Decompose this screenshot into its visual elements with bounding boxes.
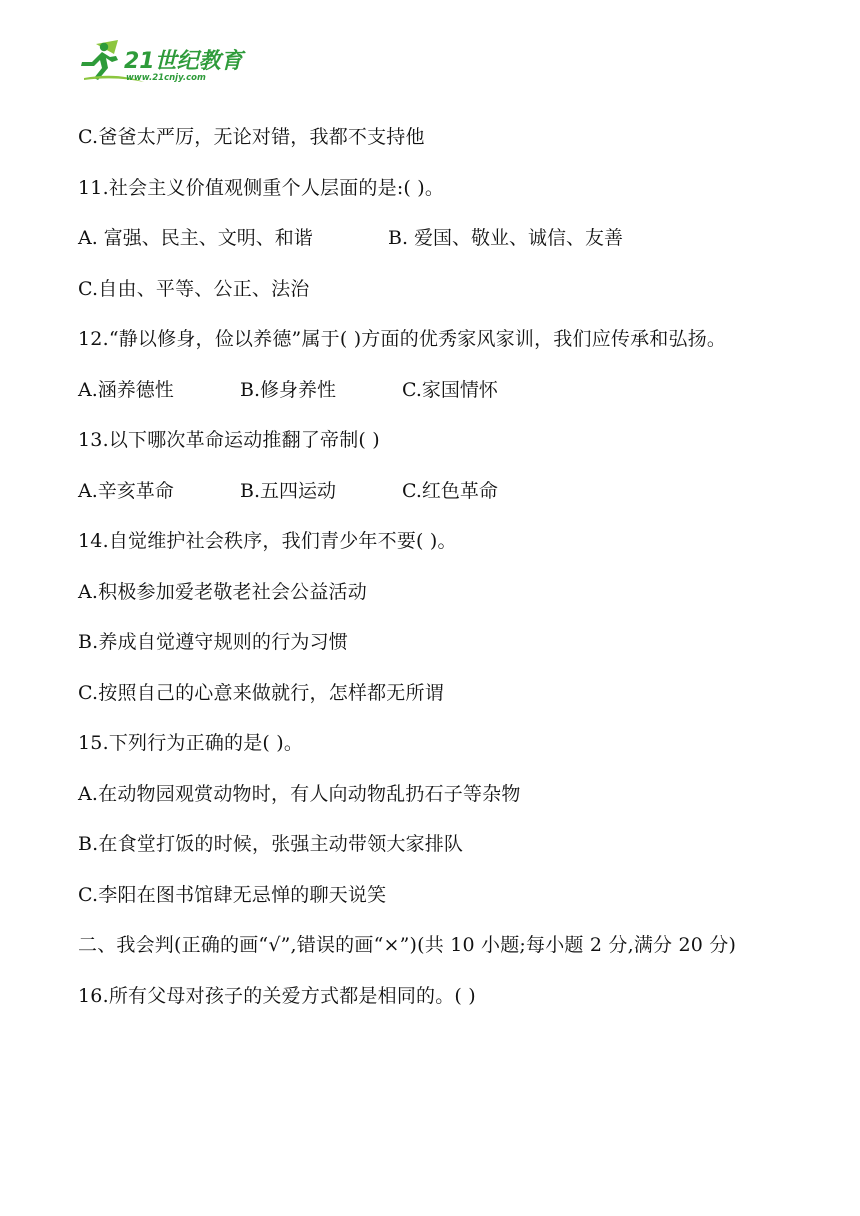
q11-option-c: C.自由、平等、公正、法治 (78, 277, 310, 300)
q14-stem: 14.自觉维护社会秩序，我们青少年不要( )。 (78, 530, 457, 552)
q16-stem: 16.所有父母对孩子的关爱方式都是相同的。( ) (78, 984, 476, 1007)
exam-content (78, 112, 793, 1021)
q13-option-a: A.辛亥革命 (78, 479, 174, 502)
q10-option-c: C.爸爸太严厉，无论对错，我都不支持他 (78, 126, 425, 148)
q11-options-row (78, 213, 793, 264)
logo-subtext: www.21cnjy.com (126, 73, 206, 83)
q12-option-a: A.涵养德性 (78, 378, 174, 401)
q15-option-c: C.李阳在图书馆肆无忌惮的聊天说笑 (78, 883, 387, 906)
q12-option-b: B.修身养性 (240, 378, 337, 401)
q12-stem: 12.“静以修身，俭以养德”属于( )方面的优秀家风家训，我们应传承和弘扬。 (78, 328, 727, 350)
q14-option-c: C.按照自己的心意来做就行，怎样都无所谓 (78, 681, 444, 704)
q11-stem: 11.社会主义价值观侧重个人层面的是:( )。 (78, 176, 445, 199)
q14-option-a: A.积极参加爱老敬老社会公益活动 (78, 580, 367, 603)
q13-option-b: B.五四运动 (240, 479, 337, 502)
logo-text: 21世纪教育 (124, 49, 243, 74)
q15-option-b: B.在食堂打饭的时候，张强主动带领大家排队 (78, 833, 464, 855)
runner-logo-icon (78, 38, 248, 84)
q13-stem: 13.以下哪次革命运动推翻了帝制( ) (78, 429, 380, 451)
q13-options-row (78, 466, 793, 517)
q15-option-a: A.在动物园观赏动物时，有人向动物乱扔石子等杂物 (78, 782, 521, 805)
q11-option-a: A. 富强、民主、文明、和谐 (78, 227, 313, 249)
section2-heading: 二、我会判(正确的画“√”,错误的画“×”)(共 10 小题;每小题 2 分,满分 20 分) (78, 934, 737, 956)
q13-option-c: C.红色革命 (402, 479, 498, 502)
header-logo (78, 38, 248, 84)
q12-options-row (78, 365, 793, 416)
q14-option-b: B.养成自觉遵守规则的行为习惯 (78, 631, 349, 653)
q11-option-b: B. 爱国、敬业、诚信、友善 (388, 227, 624, 249)
q15-stem: 15.下列行为正确的是( )。 (78, 732, 304, 754)
q12-option-c: C.家国情怀 (402, 378, 498, 401)
